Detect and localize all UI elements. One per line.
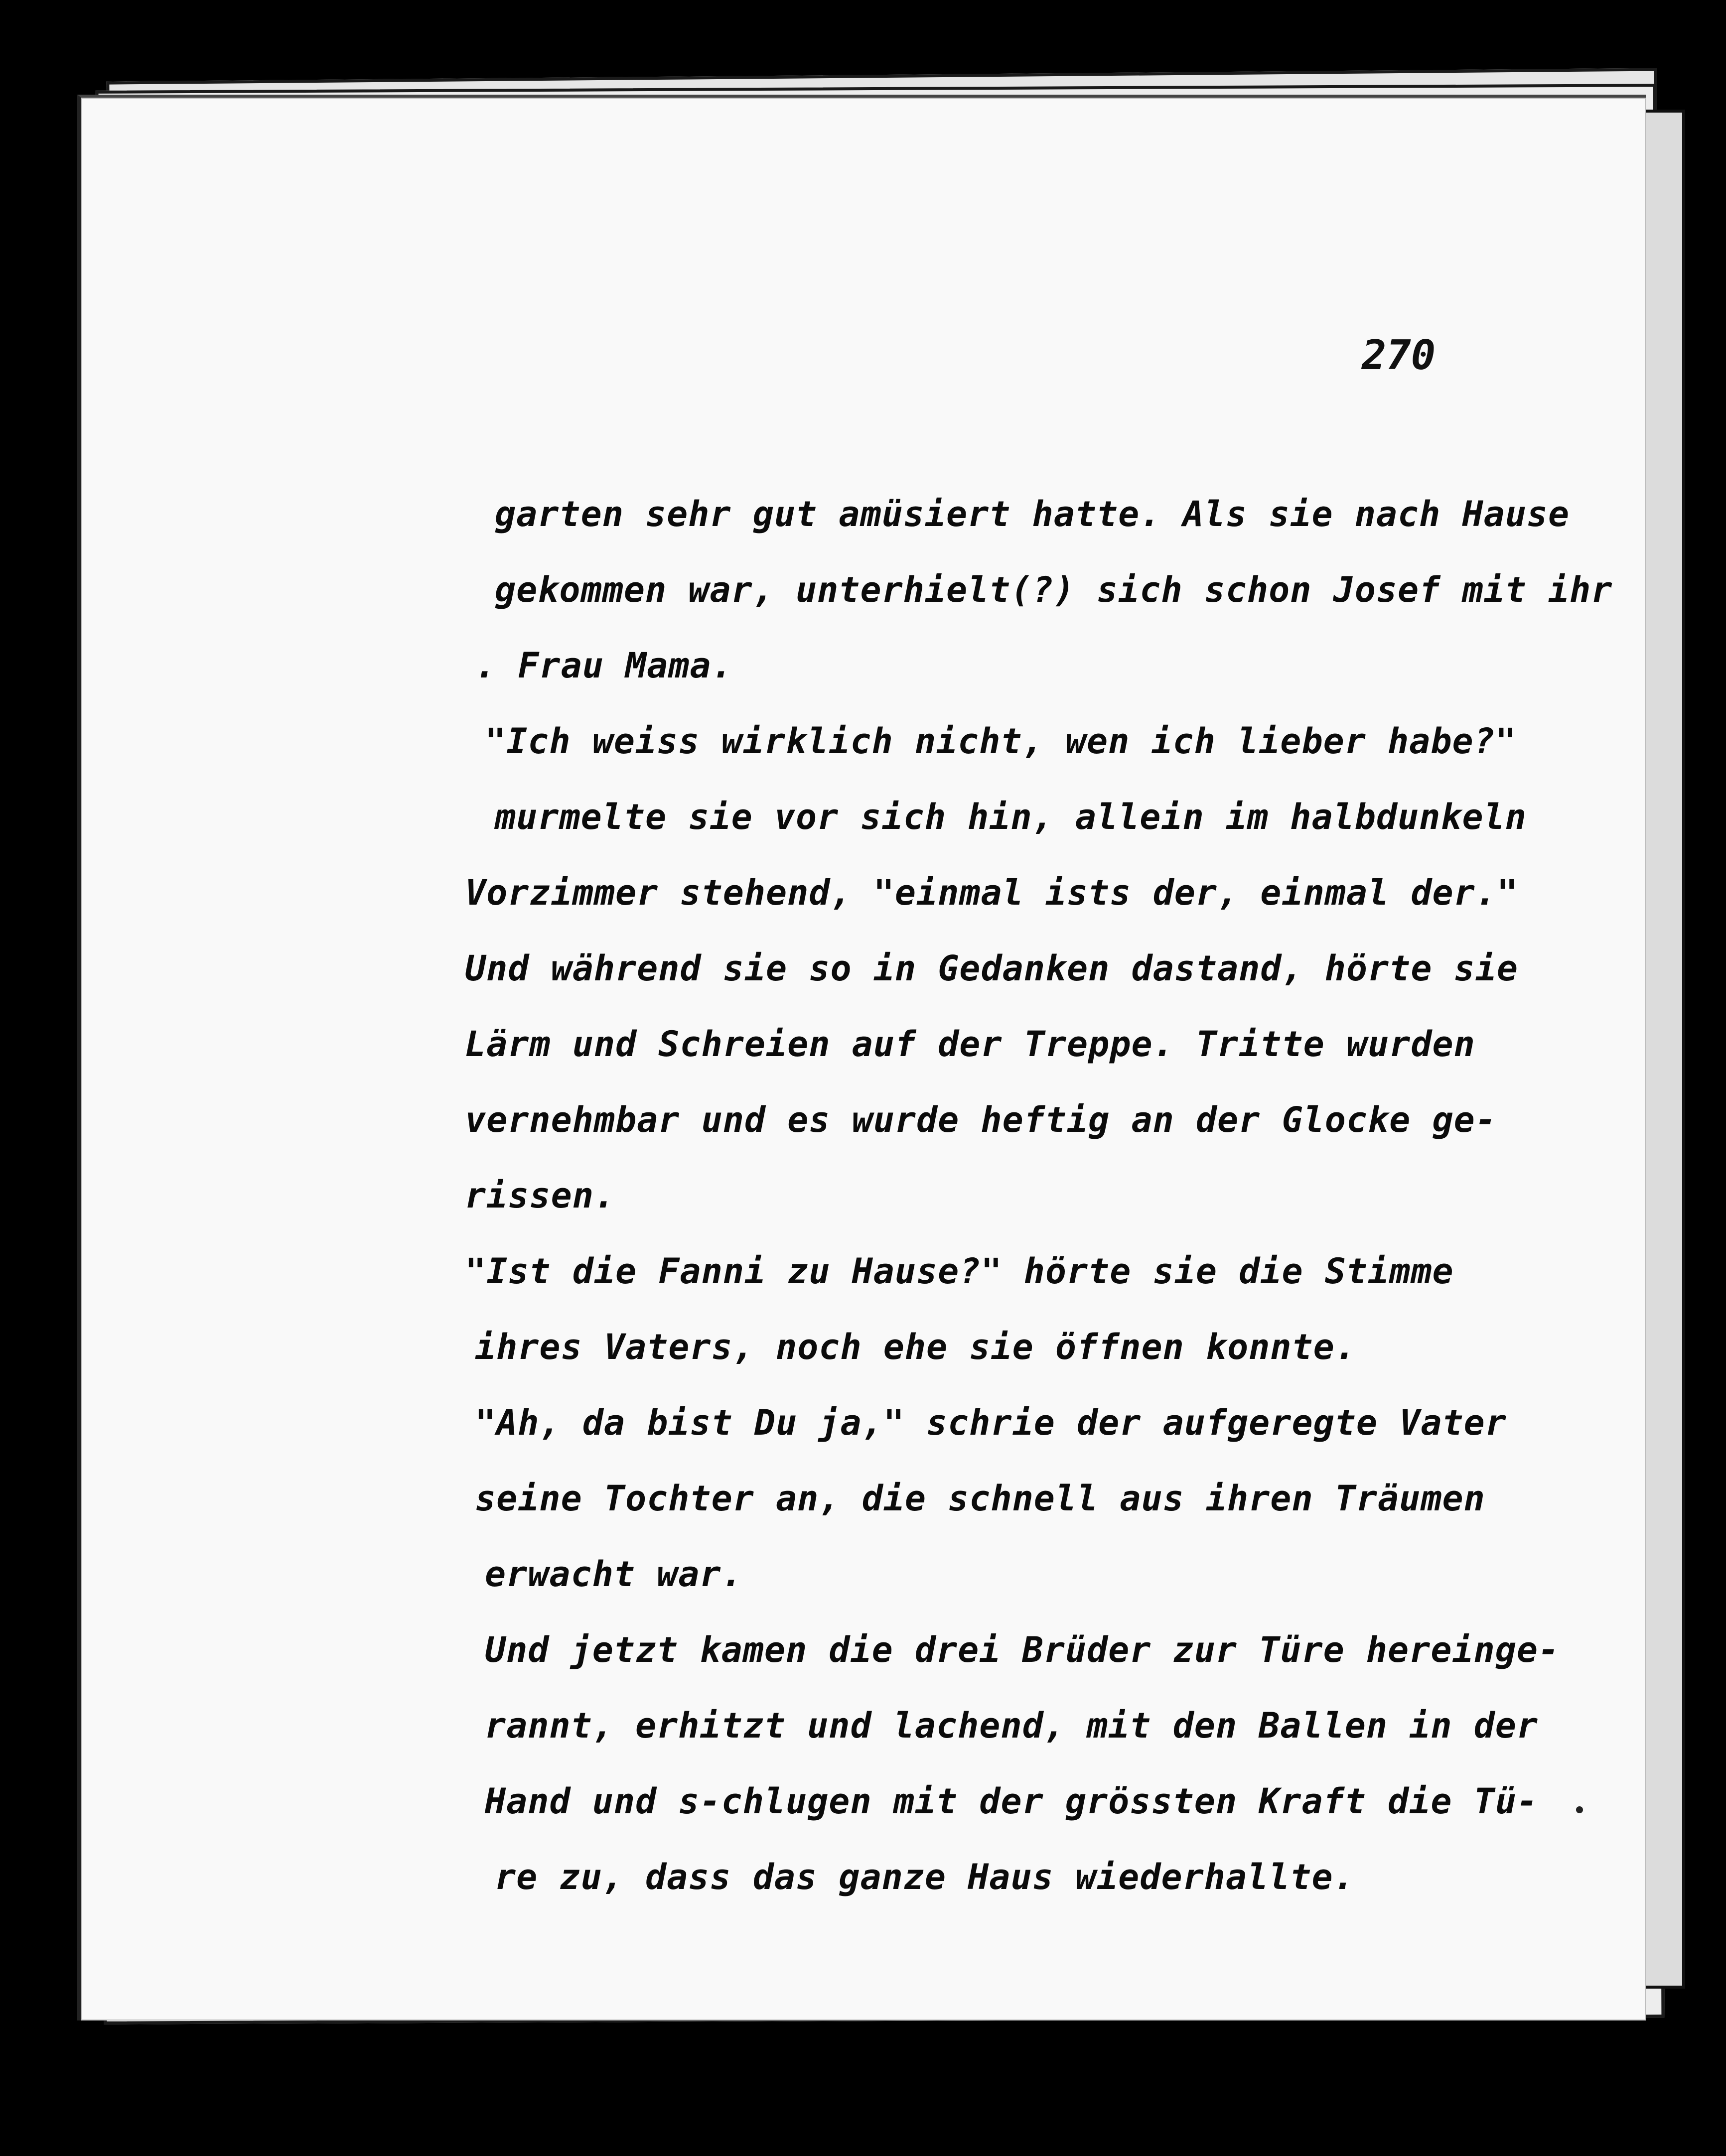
text-line: "Ist die Fanni zu Hause?" hörte sie die Stimme [465,1251,1454,1292]
text-line: Hand und s-chlugen mit der grössten Kraft die Tü- [485,1781,1539,1822]
text-line: ihres Vaters, noch ehe sie öffnen konnte. [475,1327,1356,1367]
text-line: Lärm und Schreien auf der Treppe. Tritte wurden [465,1024,1475,1065]
text-line: . Frau Mama. [475,645,733,686]
text-line: gekommen war, unterhielt(?) sich schon Josef mit ihr [495,569,1613,610]
text-line: re zu, dass das ganze Haus wiederhallte. [495,1857,1355,1897]
typed-page [77,95,1646,2021]
page-number: 270 [1362,332,1436,379]
text-line: garten sehr gut amüsiert hatte. Als sie nach Hause [495,494,1570,535]
ink-speck [1576,1806,1583,1813]
text-line: vernehmbar und es wurde heftig an der Glocke ge- [465,1099,1497,1140]
text-line: murmelte sie vor sich hin, allein im halbdunkeln [495,797,1527,837]
typewritten-text [465,476,1726,1915]
text-line: rannt, erhitzt und lachend, mit den Ballen in der [485,1705,1539,1746]
text-line: "Ah, da bist Du ja," schrie der aufgeregte Vater [475,1402,1507,1443]
text-line: seine Tochter an, die schnell aus ihren Träumen [475,1478,1485,1519]
text-line: erwacht war. [485,1554,743,1595]
text-line: Und jetzt kamen die drei Brüder zur Türe hereinge- [485,1629,1560,1670]
text-line: Und während sie so in Gedanken dastand, hörte sie [465,948,1519,989]
text-line: rissen. [465,1175,616,1216]
text-line: "Ich weiss wirklich nicht, wen ich lieber habe?" [485,721,1517,762]
text-line: Vorzimmer stehend, "einmal ists der, einmal der." [465,872,1519,913]
